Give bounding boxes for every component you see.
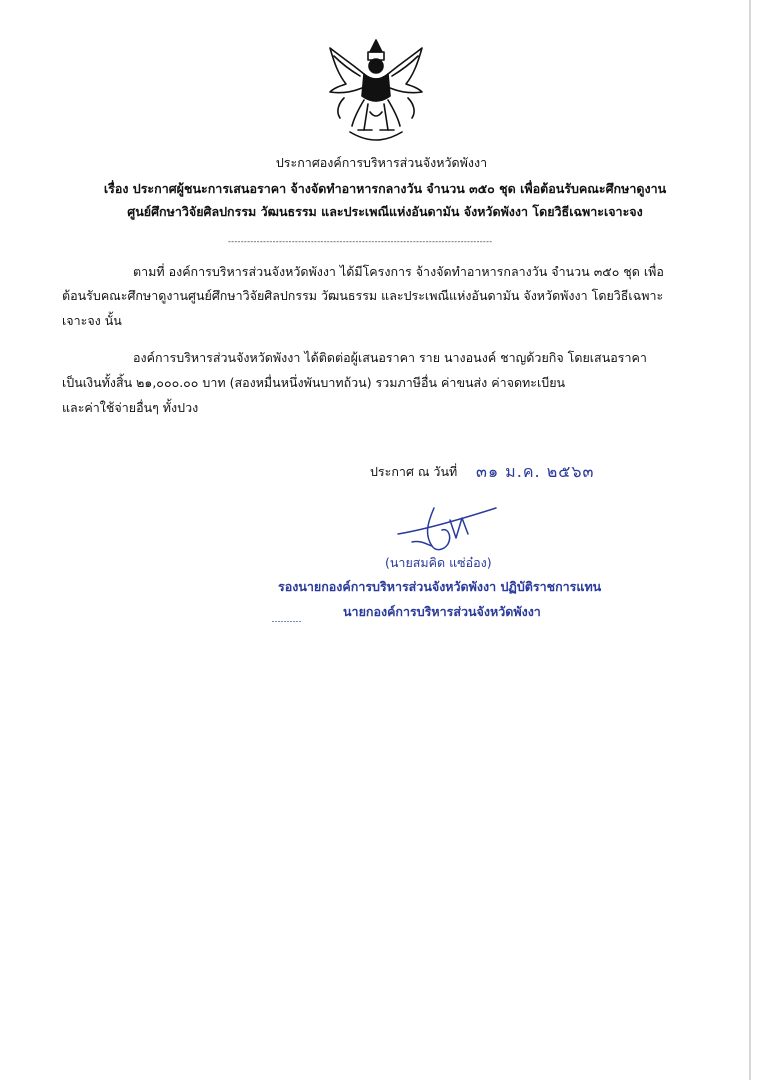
separator-line: ----------------------------------------------------------------------------------- <box>228 237 493 246</box>
subject-line-2: ศูนย์ศึกษาวิจัยศิลปกรรม วัฒนธรรม และประเพณีแห่งอันดามัน จังหวัดพังงา โดยวิธีเฉพาะเจาะจง <box>127 204 643 219</box>
paragraph-1-line-3: เจาะจง นั้น <box>62 313 122 328</box>
paragraph-2-line-3: และค่าใช้จ่ายอื่นๆ ทั้งปวง <box>62 400 199 415</box>
stray-ink-mark <box>272 620 302 623</box>
signer-position-line-2: นายกองค์การบริหารส่วนจังหวัดพังงา <box>343 604 541 619</box>
handwritten-date: ๓๑ ม.ค. ๒๕๖๓ <box>476 462 595 481</box>
subject-line-1: เรื่อง ประกาศผู้ชนะการเสนอราคา จ้างจัดทำอาหารกลางวัน จำนวน ๓๕๐ ชุด เพื่อต้อนรับคณะศึกษาดูงาน <box>103 181 667 196</box>
paragraph-1-line-1: ตามที่ องค์การบริหารส่วนจังหวัดพังงา ได้มีโครงการ จ้างจัดทำอาหารกลางวัน จำนวน ๓๕๐ ชุด เพื่อ <box>133 264 664 279</box>
signer-position-line-1: รองนายกองค์การบริหารส่วนจังหวัดพังงา ปฏิบัติราชการแทน <box>278 579 602 594</box>
signature-image <box>392 500 502 556</box>
paragraph-2-line-1: องค์การบริหารส่วนจังหวัดพังงา ได้ติดต่อผู้เสนอราคา ราย นางอนงค์ ชาญด้วยกิจ โดยเสนอราคา <box>133 350 647 365</box>
org-title: ประกาศองค์การบริหารส่วนจังหวัดพังงา <box>275 155 488 170</box>
garuda-emblem <box>324 34 428 146</box>
paragraph-1-line-2: ต้อนรับคณะศึกษาดูงานศูนย์ศึกษาวิจัยศิลปกรรม วัฒนธรรม และประเพณีแห่งอันดามัน จังหวัดพังงา โดยวิธีเฉพาะ <box>62 288 664 303</box>
paragraph-2-line-2: เป็นเงินทั้งสิ้น ๒๑,๐๐๐.๐๐ บาท (สองหมื่นหนึ่งพันบาทถ้วน) รวมภาษีอื่น ค่าขนส่ง ค่าจดทะเบียน <box>62 375 566 390</box>
date-label: ประกาศ ณ วันที่ <box>370 464 458 479</box>
signer-name: (นายสมคิด แซ่อ๋อง) <box>385 555 492 570</box>
